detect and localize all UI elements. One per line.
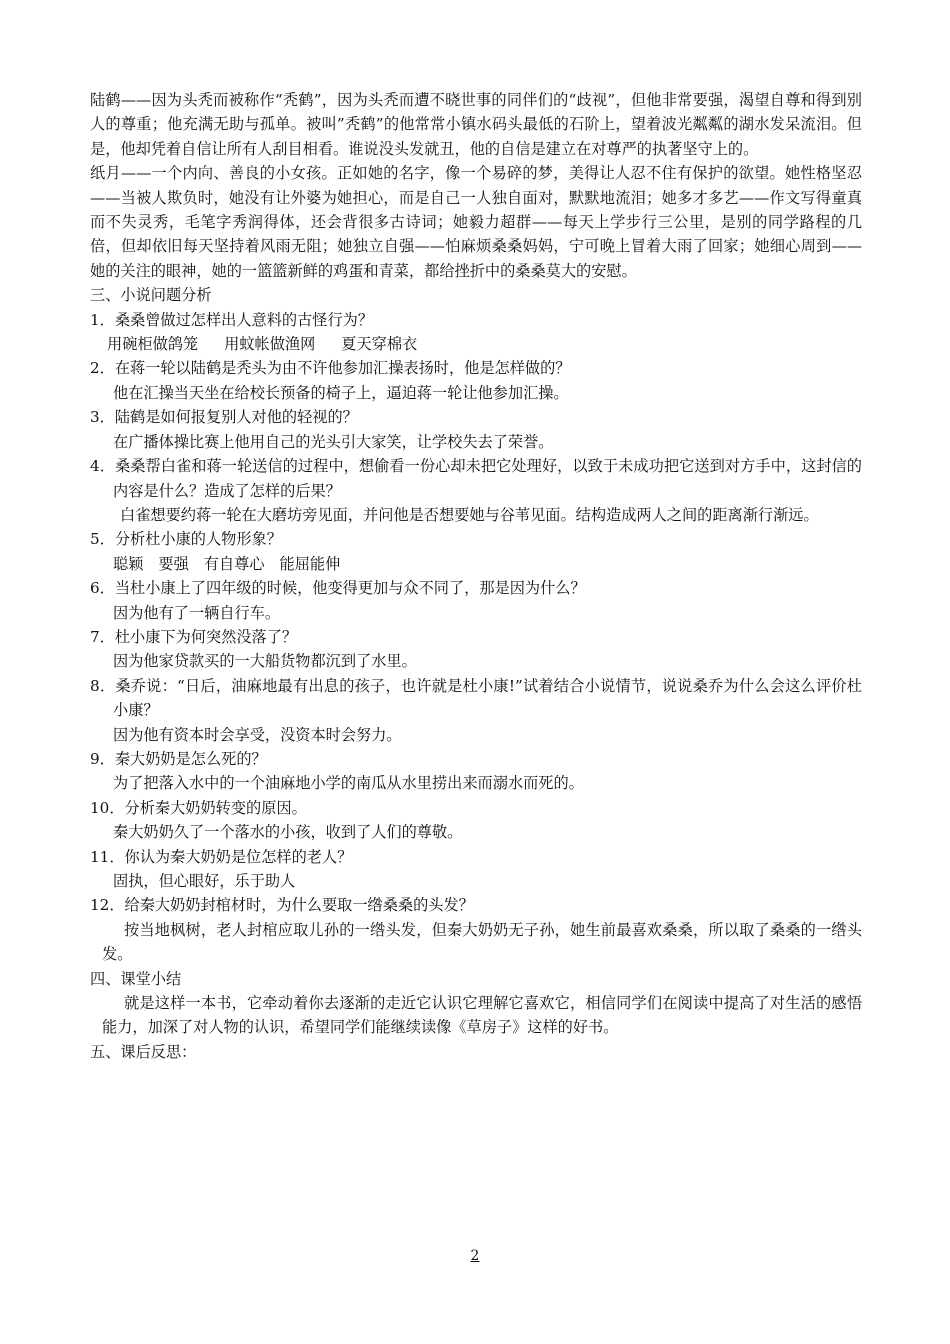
answer-text: 因为他有了一辆自行车。 xyxy=(113,603,281,622)
answer-text: 白雀想要约蒋一轮在大磨坊旁见面，并问他是否想要她与谷苇见面。结构造成两人之间的距离渐行渐远。 xyxy=(120,505,819,524)
answer-part: 能屈能伸 xyxy=(279,554,341,573)
section-3-heading: 三、小说问题分析 xyxy=(90,286,212,305)
answer-text: 在广播体操比赛上他用自己的光头引大家笑，让学校失去了荣誉。 xyxy=(113,432,554,451)
question-3 xyxy=(90,405,862,454)
section-4-heading: 四、课堂小结 xyxy=(90,969,182,988)
answer-part: 用碗柜做鸽笼 xyxy=(107,335,199,354)
question-text: 3．陆鹤是如何报复别人对他的轻视的？ xyxy=(90,408,358,427)
question-text: 6．当杜小康上了四年级的时候，他变得更加与众不同了，那是因为什么？ xyxy=(90,579,586,598)
question-text: 7．杜小康下为何突然没落了？ xyxy=(90,627,298,646)
question-text: 11．你认为秦大奶奶是位怎样的老人？ xyxy=(90,847,353,866)
question-6 xyxy=(90,576,862,625)
question-12 xyxy=(90,893,862,966)
answer-part: 聪颖 xyxy=(113,554,144,573)
section-4-summary: 就是这样一本书，它牵动着你去逐渐的走近它认识它理解它喜欢它，相信同学们在阅读中提高了对生活的感悟能力，加深了对人物的认识，希望同学们能继续读像《草房子》这样的好书。 xyxy=(102,994,862,1037)
question-4 xyxy=(90,454,862,527)
answer-part: 用蚊帐做渔网 xyxy=(224,335,316,354)
answer-part: 夏天穿棉衣 xyxy=(341,335,418,354)
question-10 xyxy=(90,796,862,845)
answer-text: 按当地枫树，老人封棺应取儿孙的一绺头发，但秦大奶奶无子孙，她生前最喜欢桑桑，所以取了桑桑的一绺头发。 xyxy=(102,920,862,964)
answer-text: 因为他有资本时会享受，没资本时会努力。 xyxy=(113,725,402,744)
answer-text: 他在汇操当天坐在给校长预备的椅子上，逼迫蒋一轮让他参加汇操。 xyxy=(113,383,569,402)
question-text: 12．给秦大奶奶封棺材时，为什么要取一绺桑桑的头发？ xyxy=(90,896,474,915)
page-number xyxy=(0,1248,950,1264)
section-5-heading: 五、课后反思： xyxy=(90,1042,197,1061)
question-11 xyxy=(90,845,862,894)
answer-text xyxy=(90,332,862,356)
answer-text: 因为他家贷款买的一大船货物都沉到了水里。 xyxy=(113,652,417,671)
character-zhiyue-paragraph: 纸月——一个内向、善良的小女孩。正如她的名字，像一个易碎的梦，美得让人忍不住有保护的欲望。她性格坚忍——当被人欺负时，她没有让外婆为她担心，而是自己一人独自面对，默默地流泪；她多才多艺——作文写得童真而不失灵秀，毛笔字秀润得体，还会背很多古诗词；她毅力超群——每天上学步行三公里，是别的同学路程的几倍，但却依旧每天坚持着风雨无阻；她独立自强——怕麻烦桑桑妈妈，宁可晚上冒着大雨了回家；她细心周到——她的关注的眼神，她的一篮篮新鲜的鸡蛋和青菜，都给挫折中的桑桑莫大的安慰。 xyxy=(90,164,862,280)
page-number-text: 2 xyxy=(470,1248,480,1264)
question-7 xyxy=(90,625,862,674)
question-text: 8．桑乔说：“日后，油麻地最有出息的孩子，也许就是杜小康!”试着结合小说情节，说说桑乔为什么会这么评价杜小康？ xyxy=(90,676,862,720)
document-body xyxy=(90,88,862,1064)
question-text: 2．在蒋一轮以陆鹤是秃头为由不许他参加汇操表扬时，他是怎样做的？ xyxy=(90,359,571,378)
character-luhe-paragraph: 陆鹤——因为头秃而被称作“秃鹤”，因为头秃而遭不晓世事的同伴们的“歧视”，但他非常要强，渴望自尊和得到别人的尊重；他充满无助与孤单。被叫”秃鹤”的他常常小镇水码头最低的石阶上，望着波光粼粼的湖水发呆流泪。但是，他却凭着自信让所有人刮目相看。谁说没头发就丑，他的自信是建立在对尊严的执著坚守上的。 xyxy=(90,91,862,158)
question-5 xyxy=(90,527,862,576)
question-text: 10．分析秦大奶奶转变的原因。 xyxy=(90,798,307,817)
answer-text xyxy=(90,552,862,576)
answer-part: 要强 xyxy=(158,554,189,573)
question-text: 9．秦大奶奶是怎么死的？ xyxy=(90,749,267,768)
answer-text: 为了把落入水中的一个油麻地小学的南瓜从水里捞出来而溺水而死的。 xyxy=(113,774,584,793)
question-text: 5．分析杜小康的人物形象？ xyxy=(90,530,282,549)
question-text: 1．桑桑曾做过怎样出人意料的古怪行为？ xyxy=(90,310,374,329)
question-9 xyxy=(90,747,862,796)
question-8 xyxy=(90,674,862,747)
question-text: 4．桑桑帮白雀和蒋一轮送信的过程中，想偷看一份心却未把它处理好，以致于未成功把它送到对方手中，这封信的内容是什么？造成了怎样的后果？ xyxy=(90,457,862,500)
answer-text: 固执，但心眼好，乐于助人 xyxy=(113,872,296,890)
question-1 xyxy=(90,308,862,357)
answer-text: 秦大奶奶久了一个落水的小孩，收到了人们的尊敬。 xyxy=(113,823,463,842)
question-2 xyxy=(90,356,862,405)
answer-part: 有自尊心 xyxy=(203,554,265,573)
